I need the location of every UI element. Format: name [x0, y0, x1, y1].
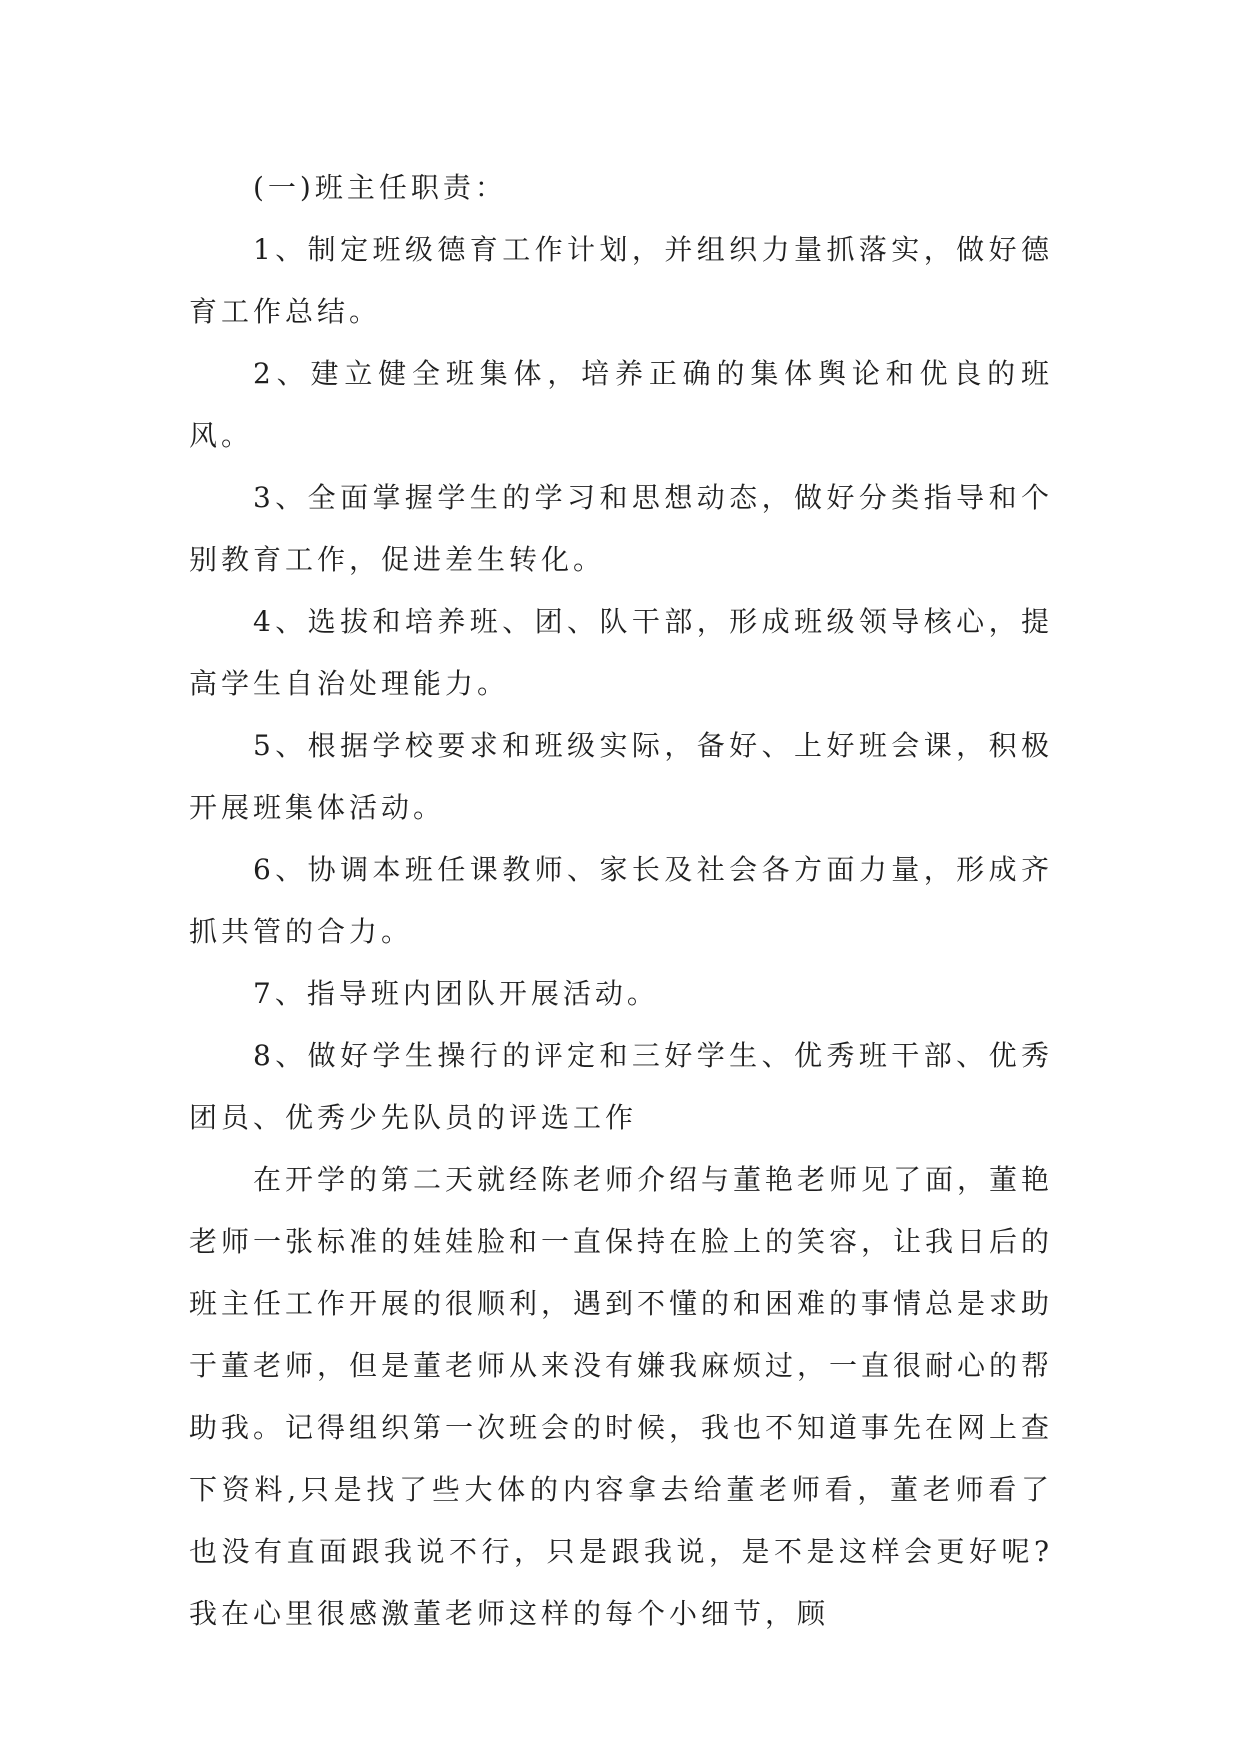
narrative-paragraph: 在开学的第二天就经陈老师介绍与董艳老师见了面，董艳老师一张标准的娃娃脸和一直保持在脸上的笑容，让我日后的班主任工作开展的很顺利，遇到不懂的和困难的事情总是求助于董老师，但是董老师从来没有嫌我麻烦过，一直很耐心的帮助我。记得组织第一次班会的时候，我也不知道事先在网上查下资料,只是找了些大体的内容拿去给董老师看，董老师看了也没有直面跟我说不行，只是跟我说，是不是这样会更好呢?我在心里很感激董老师这样的每个小细节，顾	[189, 1163, 1054, 1630]
duty-item-1: 1、制定班级德育工作计划，并组织力量抓落实，做好德育工作总结。	[189, 233, 1053, 328]
duty-item-8: 8、做好学生操行的评定和三好学生、优秀班干部、优秀团员、优秀少先队员的评选工作	[189, 1039, 1053, 1134]
section-heading: (一)班主任职责：	[253, 171, 507, 204]
duty-item-2: 2、建立健全班集体，培养正确的集体舆论和优良的班风。	[189, 357, 1053, 452]
document-body	[189, 157, 1053, 1645]
duty-item-6: 6、协调本班任课教师、家长及社会各方面力量，形成齐抓共管的合力。	[189, 853, 1053, 948]
duty-item-3: 3、全面掌握学生的学习和思想动态，做好分类指导和个别教育工作，促进差生转化。	[189, 481, 1053, 576]
duty-item-5: 5、根据学校要求和班级实际，备好、上好班会课，积极开展班集体活动。	[189, 729, 1053, 824]
duty-item-7: 7、指导班内团队开展活动。	[253, 977, 659, 1010]
duty-item-4: 4、选拔和培养班、团、队干部，形成班级领导核心，提高学生自治处理能力。	[189, 605, 1053, 700]
